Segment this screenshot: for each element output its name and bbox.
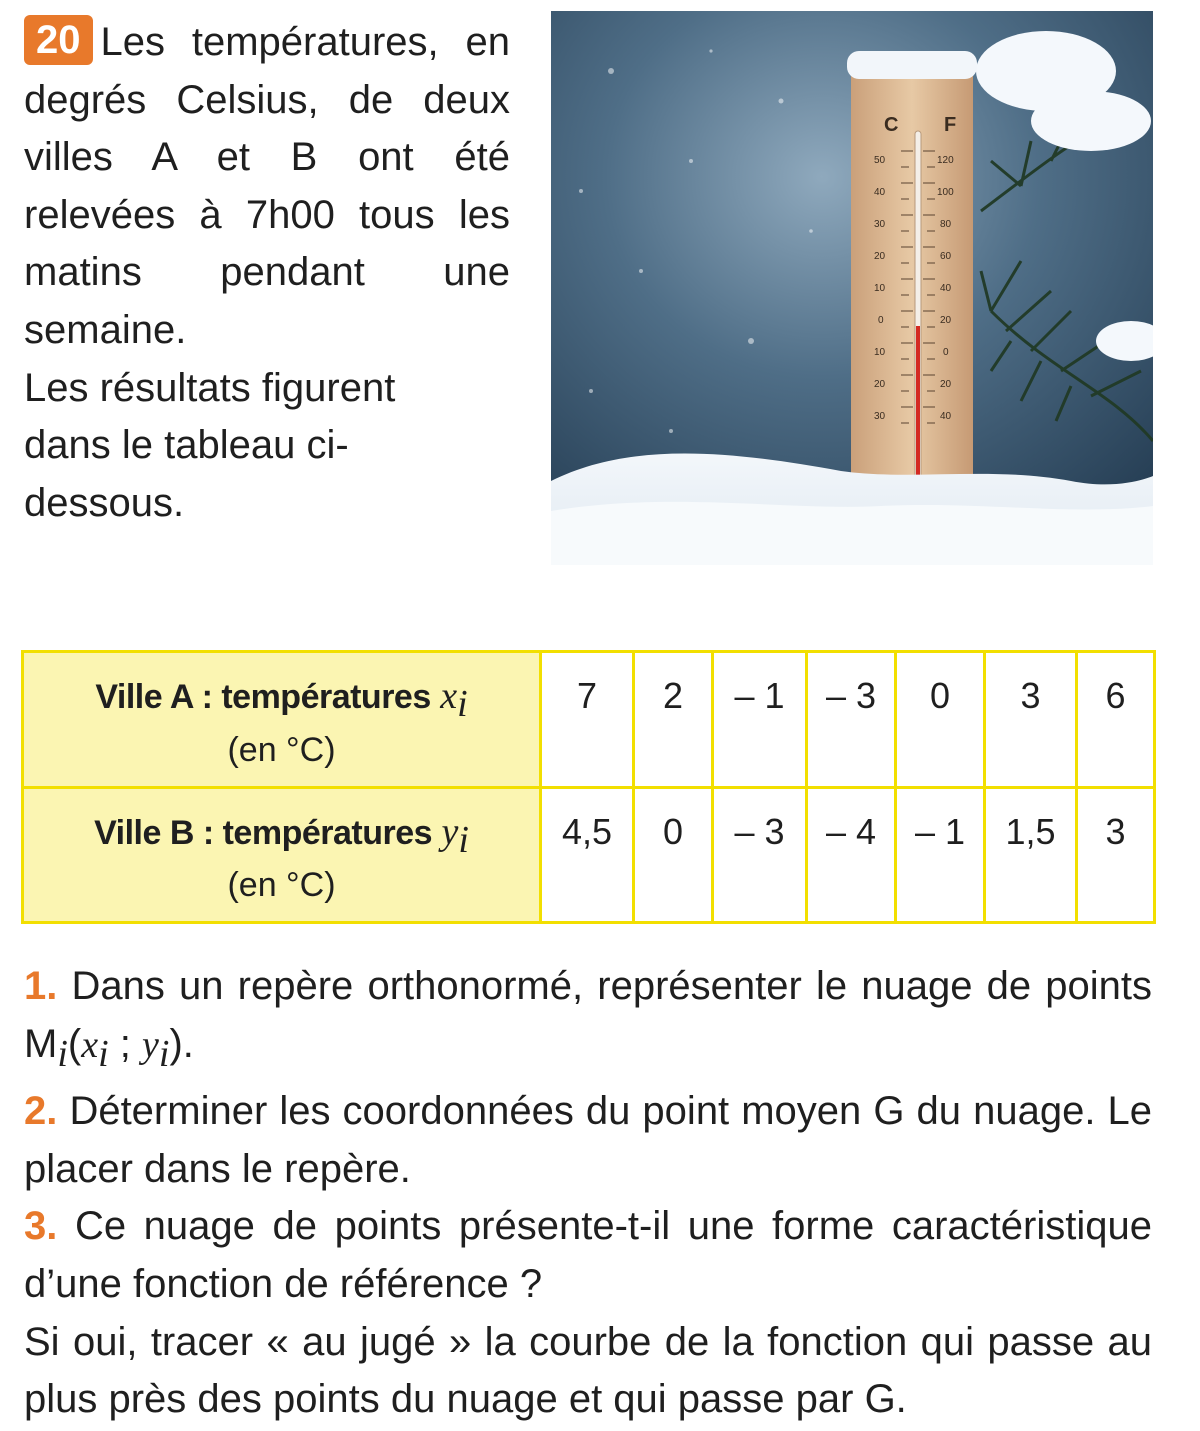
table-cell: – 1 <box>713 652 807 788</box>
question-1-text: Dans un repère orthonormé, représenter le nuage de points M <box>24 964 1152 1066</box>
table-cell: 7 <box>541 652 634 788</box>
questions <box>24 958 1152 1429</box>
row-a-variable: x <box>440 675 458 717</box>
table-cell: – 4 <box>807 787 896 923</box>
question-3-text2: Si oui, tracer « au jugé » la courbe de la fonction qui passe au plus près des points du nuage et qui passe par G. <box>24 1319 1152 1422</box>
table-cell: 6 <box>1077 652 1155 788</box>
intro-text: Les températures, en degrés Celsius, de deux villes A et B ont été relevées à 7h00 tous les matins pendant une semaine. <box>24 20 510 352</box>
fahrenheit-tick: 100 <box>937 187 954 198</box>
question-1-y-sub: i <box>158 1032 170 1075</box>
fahrenheit-tick: 80 <box>940 219 952 230</box>
question-2-number: 2. <box>24 1089 58 1134</box>
table-cell: 3 <box>1077 787 1155 923</box>
question-1-open: ( <box>67 1021 82 1066</box>
intro-results-text: Les résultats figurent dans le tableau ci-dessous. <box>24 365 396 525</box>
celsius-tick: 40 <box>874 187 886 198</box>
row-a-label: Ville A : températures <box>95 678 431 716</box>
celsius-tick: 20 <box>874 251 886 262</box>
table-row <box>23 652 1155 788</box>
celsius-tick: 30 <box>874 219 886 230</box>
table-cell: 1,5 <box>985 787 1077 923</box>
fahrenheit-tick: 40 <box>940 411 952 422</box>
exercise-intro <box>24 14 510 532</box>
question-1-subscript: i <box>57 1032 68 1075</box>
table-cell: – 3 <box>713 787 807 923</box>
table-cell: – 3 <box>807 652 896 788</box>
question-3-followup <box>24 1314 1152 1429</box>
table-cell: 3 <box>985 652 1077 788</box>
table-cell: 2 <box>634 652 713 788</box>
fahrenheit-tick: 120 <box>937 155 954 166</box>
fahrenheit-tick: 40 <box>940 283 952 294</box>
table-row <box>23 787 1155 923</box>
exercise-number-badge: 20 <box>24 15 93 65</box>
table-cell: 0 <box>634 787 713 923</box>
fahrenheit-label: F <box>944 114 957 136</box>
celsius-tick: 10 <box>874 283 886 294</box>
celsius-tick: 50 <box>874 155 886 166</box>
question-3 <box>24 1198 1152 1313</box>
temperature-table <box>21 650 1156 924</box>
row-b-label: Ville B : températures <box>94 813 433 852</box>
question-1-sep: ; <box>108 1021 142 1066</box>
celsius-tick: 30 <box>874 411 886 422</box>
celsius-tick: 20 <box>874 379 886 390</box>
celsius-tick: 10 <box>874 347 886 358</box>
fahrenheit-tick: 20 <box>940 379 952 390</box>
question-2 <box>24 1083 1152 1198</box>
row-b-unit: (en °C) <box>227 866 336 905</box>
row-a-header <box>23 652 541 788</box>
fahrenheit-tick: 0 <box>943 347 949 358</box>
celsius-tick: 0 <box>878 315 884 326</box>
fahrenheit-tick: 20 <box>940 315 952 326</box>
row-a-unit: (en °C) <box>227 730 336 769</box>
table-cell: 0 <box>896 652 985 788</box>
question-1-x: x <box>81 1023 99 1066</box>
question-1-close: ). <box>169 1021 194 1066</box>
celsius-label: C <box>884 114 899 136</box>
question-1-x-sub: i <box>98 1032 109 1075</box>
row-b-variable: y <box>441 810 459 853</box>
row-a-subscript: i <box>457 682 468 725</box>
table-cell: – 1 <box>896 787 985 923</box>
row-b-subscript: i <box>458 818 469 861</box>
question-1 <box>24 958 1152 1083</box>
table-cell: 4,5 <box>541 787 634 923</box>
question-1-y: y <box>142 1023 159 1066</box>
thermometer-photo <box>551 11 1153 565</box>
question-3-number: 3. <box>24 1204 58 1249</box>
question-2-text: Déterminer les coordonnées du point moyen G du nuage. Le placer dans le repère. <box>24 1089 1152 1191</box>
fahrenheit-tick: 60 <box>940 251 952 262</box>
row-b-header <box>23 787 541 923</box>
question-1-number: 1. <box>24 964 58 1008</box>
question-3-text: Ce nuage de points présente-t-il une forme caractéristique d’une fonction de référence ? <box>24 1204 1152 1306</box>
